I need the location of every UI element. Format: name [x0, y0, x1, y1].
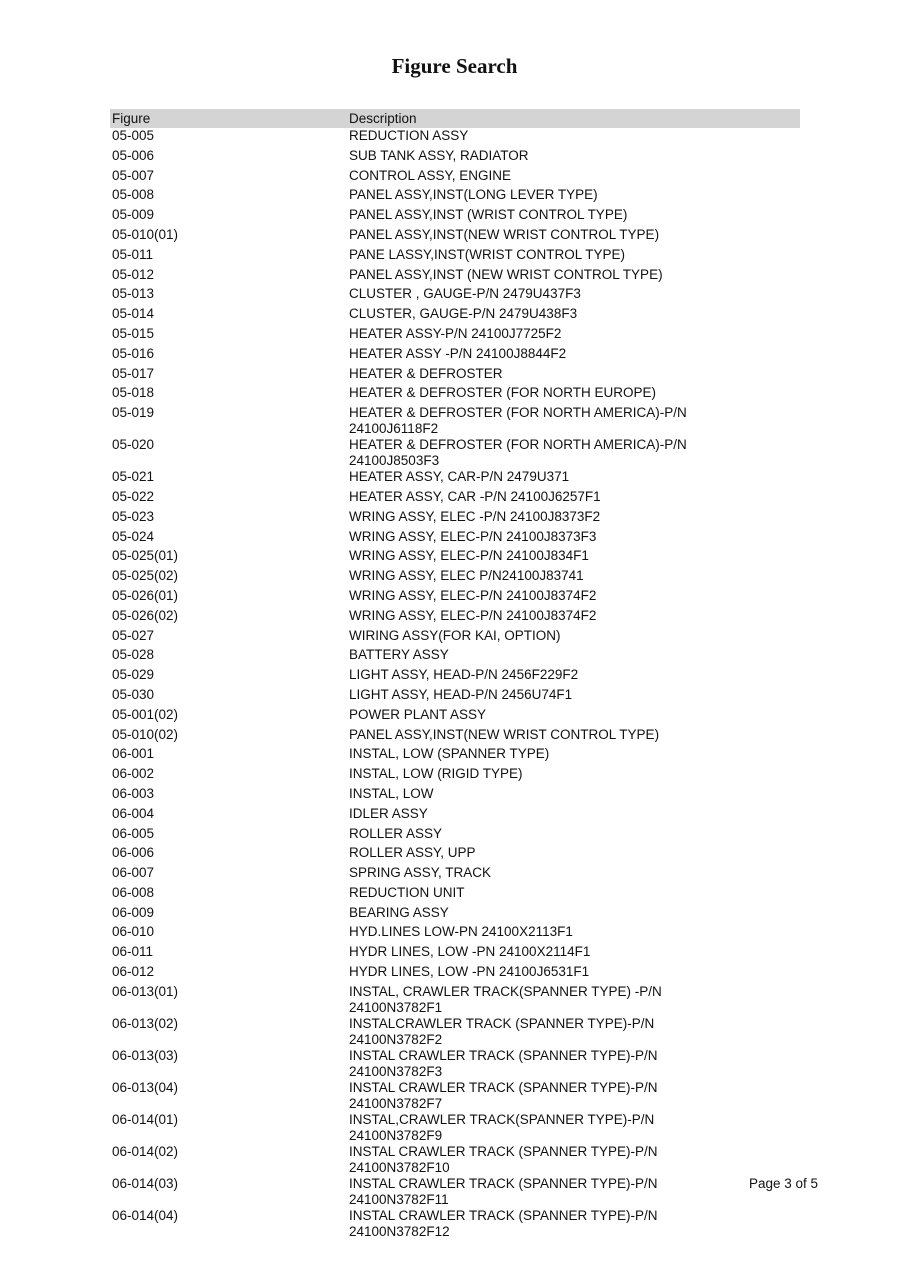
description-text: INSTAL, LOW (RIGID TYPE) — [349, 766, 523, 782]
figure-cell: 06-010 — [112, 924, 155, 940]
description-cell — [347, 207, 800, 227]
description-text: HYDR LINES, LOW -PN 24100X2114F1 — [349, 944, 591, 960]
description-text: BATTERY ASSY — [349, 647, 449, 663]
figure-cell: 05-001(02) — [112, 706, 179, 722]
description-cell — [347, 826, 800, 846]
description-cell — [347, 405, 800, 437]
table-row — [110, 437, 800, 469]
description-text: HEATER ASSY, CAR-P/N 2479U371 — [349, 469, 570, 485]
description-cell — [347, 845, 800, 865]
table-row — [110, 227, 800, 247]
table-row — [110, 905, 800, 925]
figure-cell: 06-014(02) — [112, 1143, 179, 1159]
figure-cell: 06-014(04) — [112, 1207, 179, 1223]
figure-cell: 06-013(02) — [112, 1015, 179, 1031]
figure-cell: 06-011 — [112, 944, 154, 960]
description-text: PANEL ASSY,INST(LONG LEVER TYPE) — [349, 187, 598, 203]
table-row — [110, 845, 800, 865]
description-cell — [347, 306, 800, 326]
description-text: INSTAL CRAWLER TRACK (SPANNER TYPE)-P/N 24100N3782F12 — [349, 1207, 658, 1239]
description-cell — [347, 385, 800, 405]
figure-cell: 05-012 — [112, 266, 155, 282]
description-text: INSTAL CRAWLER TRACK (SPANNER TYPE)-P/N 24100N3782F11 — [349, 1175, 658, 1207]
description-text: HEATER & DEFROSTER — [349, 365, 503, 381]
table-row — [110, 687, 800, 707]
description-text: WIRING ASSY(FOR KAI, OPTION) — [349, 627, 561, 643]
description-cell — [347, 1208, 800, 1240]
description-text: HEATER ASSY -P/N 24100J8844F2 — [349, 345, 567, 361]
figure-cell: 05-026(02) — [112, 607, 179, 623]
table-row — [110, 489, 800, 509]
description-text: WRING ASSY, ELEC-P/N 24100J8374F2 — [349, 607, 597, 623]
page-title: Figure Search — [391, 54, 518, 78]
figure-cell: 06-014(01) — [112, 1111, 179, 1127]
description-cell — [347, 187, 800, 207]
table-row — [110, 628, 800, 648]
table-row — [110, 924, 800, 944]
description-text: INSTAL, LOW — [349, 785, 434, 801]
description-cell — [347, 885, 800, 905]
description-text: SPRING ASSY, TRACK — [349, 865, 492, 881]
description-text: WRING ASSY, ELEC-P/N 24100J834F1 — [349, 548, 589, 564]
table-row — [110, 385, 800, 405]
description-text: LIGHT ASSY, HEAD-P/N 2456F229F2 — [349, 667, 579, 683]
table-row — [110, 727, 800, 747]
figure-cell: 05-015 — [112, 325, 155, 341]
figure-cell: 05-013 — [112, 286, 155, 302]
figure-cell: 06-014(03) — [112, 1175, 179, 1191]
column-header-figure: Figure — [110, 109, 347, 128]
description-text: CLUSTER, GAUGE-P/N 2479U438F3 — [349, 306, 578, 322]
table-row — [110, 286, 800, 306]
figure-cell: 05-010(02) — [112, 726, 179, 742]
figure-cell: 05-028 — [112, 647, 155, 663]
figure-cell: 05-014 — [112, 306, 155, 322]
description-cell — [347, 1112, 800, 1144]
table-row — [110, 707, 800, 727]
table-row — [110, 786, 800, 806]
figure-cell: 05-016 — [112, 345, 155, 361]
description-text: WRING ASSY, ELEC -P/N 24100J8373F2 — [349, 508, 601, 524]
table-row — [110, 944, 800, 964]
description-text: PANE LASSY,INST(WRIST CONTROL TYPE) — [349, 246, 626, 262]
table-row — [110, 366, 800, 386]
table-row — [110, 306, 800, 326]
figure-cell: 05-022 — [112, 488, 155, 504]
description-text: INSTAL, CRAWLER TRACK(SPANNER TYPE) -P/N 24100N3782F1 — [349, 983, 662, 1015]
description-text: PANEL ASSY,INST(NEW WRIST CONTROL TYPE) — [349, 226, 660, 242]
figure-cell: 06-005 — [112, 825, 155, 841]
description-cell — [347, 568, 800, 588]
description-cell — [347, 489, 800, 509]
table-row — [110, 1208, 800, 1240]
description-text: HEATER & DEFROSTER (FOR NORTH AMERICA)-P/N 24100J6118F2 — [349, 405, 687, 437]
page-number: Page 3 of 5 — [748, 1176, 818, 1191]
figure-cell: 05-011 — [112, 246, 154, 262]
table-row — [110, 568, 800, 588]
table-row — [110, 168, 800, 188]
table-row — [110, 608, 800, 628]
figure-cell: 05-019 — [112, 405, 155, 421]
table-row — [110, 1016, 800, 1048]
description-cell — [347, 667, 800, 687]
description-cell — [347, 766, 800, 786]
description-cell — [347, 687, 800, 707]
figure-cell: 05-029 — [112, 667, 155, 683]
description-text: ROLLER ASSY — [349, 825, 443, 841]
table-row — [110, 766, 800, 786]
figure-cell: 06-002 — [112, 766, 155, 782]
table-row — [110, 128, 800, 148]
description-cell — [347, 964, 800, 984]
table-row — [110, 548, 800, 568]
figure-cell: 05-027 — [112, 627, 155, 643]
description-text: WRING ASSY, ELEC P/N24100J83741 — [349, 568, 584, 584]
figure-cell: 06-001 — [112, 746, 155, 762]
description-cell — [347, 1048, 800, 1080]
description-cell — [347, 227, 800, 247]
figure-cell: 05-017 — [112, 365, 155, 381]
description-text: REDUCTION UNIT — [349, 884, 465, 900]
description-text: PANEL ASSY,INST(NEW WRIST CONTROL TYPE) — [349, 726, 660, 742]
table-row — [110, 1176, 800, 1208]
description-text: PANEL ASSY,INST (WRIST CONTROL TYPE) — [349, 207, 628, 223]
table-row — [110, 509, 800, 529]
table-row — [110, 1112, 800, 1144]
figure-cell: 06-013(03) — [112, 1047, 179, 1063]
table-row — [110, 885, 800, 905]
figure-cell: 05-010(01) — [112, 226, 179, 242]
description-text: CLUSTER , GAUGE-P/N 2479U437F3 — [349, 286, 581, 302]
description-cell — [347, 1144, 800, 1176]
description-text: CONTROL ASSY, ENGINE — [349, 167, 512, 183]
figure-table — [110, 109, 800, 1240]
figure-cell: 05-005 — [112, 128, 155, 143]
description-text: IDLER ASSY — [349, 805, 428, 821]
description-cell — [347, 366, 800, 386]
description-cell — [347, 628, 800, 648]
description-cell — [347, 588, 800, 608]
description-cell — [347, 346, 800, 366]
table-row — [110, 588, 800, 608]
description-text: SUB TANK ASSY, RADIATOR — [349, 147, 529, 163]
description-cell — [347, 647, 800, 667]
description-cell — [347, 509, 800, 529]
table-row — [110, 806, 800, 826]
table-row — [110, 267, 800, 287]
table-row — [110, 1144, 800, 1176]
description-text: WRING ASSY, ELEC-P/N 24100J8374F2 — [349, 587, 597, 603]
description-text: ROLLER ASSY, UPP — [349, 845, 476, 861]
description-text: BEARING ASSY — [349, 904, 449, 920]
table-row — [110, 964, 800, 984]
description-cell — [347, 727, 800, 747]
description-text: HEATER & DEFROSTER (FOR NORTH EUROPE) — [349, 385, 657, 401]
figure-cell: 06-012 — [112, 964, 155, 980]
description-cell — [347, 924, 800, 944]
description-cell — [347, 608, 800, 628]
figure-cell: 06-013(01) — [112, 983, 179, 999]
table-row — [110, 469, 800, 489]
table-body — [110, 128, 800, 1240]
description-cell — [347, 984, 800, 1016]
description-cell — [347, 746, 800, 766]
description-cell — [347, 437, 800, 469]
figure-cell: 05-026(01) — [112, 587, 179, 603]
description-text: HEATER ASSY-P/N 24100J7725F2 — [349, 325, 562, 341]
figure-cell: 06-003 — [112, 785, 155, 801]
description-cell — [347, 247, 800, 267]
description-cell — [347, 286, 800, 306]
figure-cell: 05-024 — [112, 528, 155, 544]
table-row — [110, 346, 800, 366]
description-text: HYDR LINES, LOW -PN 24100J6531F1 — [349, 964, 590, 980]
figure-cell: 05-023 — [112, 508, 155, 524]
description-cell — [347, 267, 800, 287]
table-row — [110, 667, 800, 687]
figure-cell: 06-008 — [112, 884, 155, 900]
table-row — [110, 984, 800, 1016]
description-cell — [347, 529, 800, 549]
table-row — [110, 1048, 800, 1080]
description-cell — [347, 806, 800, 826]
figure-cell: 05-008 — [112, 187, 155, 203]
description-text: HEATER ASSY, CAR -P/N 24100J6257F1 — [349, 488, 601, 504]
table-row — [110, 405, 800, 437]
figure-cell: 05-030 — [112, 686, 155, 702]
description-cell — [347, 1016, 800, 1048]
description-cell — [347, 326, 800, 346]
figure-cell: 05-018 — [112, 385, 155, 401]
table-row — [110, 247, 800, 267]
description-cell — [347, 1080, 800, 1112]
description-text: PANEL ASSY,INST (NEW WRIST CONTROL TYPE) — [349, 266, 663, 282]
figure-cell: 05-025(02) — [112, 568, 179, 584]
figure-cell: 05-025(01) — [112, 548, 179, 564]
figure-cell: 06-004 — [112, 805, 155, 821]
table-row — [110, 207, 800, 227]
description-text: INSTAL CRAWLER TRACK (SPANNER TYPE)-P/N 24100N3782F7 — [349, 1079, 658, 1111]
table-row — [110, 647, 800, 667]
table-row — [110, 187, 800, 207]
table-header-row — [110, 109, 800, 128]
figure-cell: 05-021 — [112, 469, 155, 485]
description-text: WRING ASSY, ELEC-P/N 24100J8373F3 — [349, 528, 597, 544]
figure-cell: 06-009 — [112, 904, 155, 920]
description-cell — [347, 707, 800, 727]
figure-cell: 05-020 — [112, 437, 155, 453]
figure-cell: 05-006 — [112, 147, 155, 163]
table-row — [110, 1080, 800, 1112]
table-row — [110, 148, 800, 168]
description-cell — [347, 865, 800, 885]
figure-cell: 05-007 — [112, 167, 155, 183]
description-text: INSTALCRAWLER TRACK (SPANNER TYPE)-P/N 24100N3782F2 — [349, 1015, 655, 1047]
description-text: INSTAL,CRAWLER TRACK(SPANNER TYPE)-P/N 24100N3782F9 — [349, 1111, 655, 1143]
column-header-description: Description — [347, 109, 800, 128]
description-cell — [347, 168, 800, 188]
description-cell — [347, 944, 800, 964]
table-row — [110, 865, 800, 885]
description-text: REDUCTION ASSY — [349, 128, 469, 143]
description-text: POWER PLANT ASSY — [349, 706, 487, 722]
description-cell — [347, 469, 800, 489]
figure-cell: 06-013(04) — [112, 1079, 179, 1095]
description-text: INSTAL CRAWLER TRACK (SPANNER TYPE)-P/N 24100N3782F3 — [349, 1047, 658, 1079]
table-row — [110, 746, 800, 766]
figure-cell: 05-009 — [112, 207, 155, 223]
description-cell — [347, 128, 800, 148]
description-text: INSTAL, LOW (SPANNER TYPE) — [349, 746, 550, 762]
description-cell — [347, 786, 800, 806]
figure-cell: 06-007 — [112, 865, 155, 881]
table-row — [110, 326, 800, 346]
description-cell — [347, 148, 800, 168]
description-text: HEATER & DEFROSTER (FOR NORTH AMERICA)-P/N 24100J8503F3 — [349, 437, 687, 469]
table-row — [110, 826, 800, 846]
table-row — [110, 529, 800, 549]
description-text: LIGHT ASSY, HEAD-P/N 2456U74F1 — [349, 686, 573, 702]
description-text: HYD.LINES LOW-PN 24100X2113F1 — [349, 924, 573, 940]
description-cell — [347, 905, 800, 925]
description-cell — [347, 548, 800, 568]
description-text: INSTAL CRAWLER TRACK (SPANNER TYPE)-P/N 24100N3782F10 — [349, 1143, 658, 1175]
figure-cell: 06-006 — [112, 845, 155, 861]
